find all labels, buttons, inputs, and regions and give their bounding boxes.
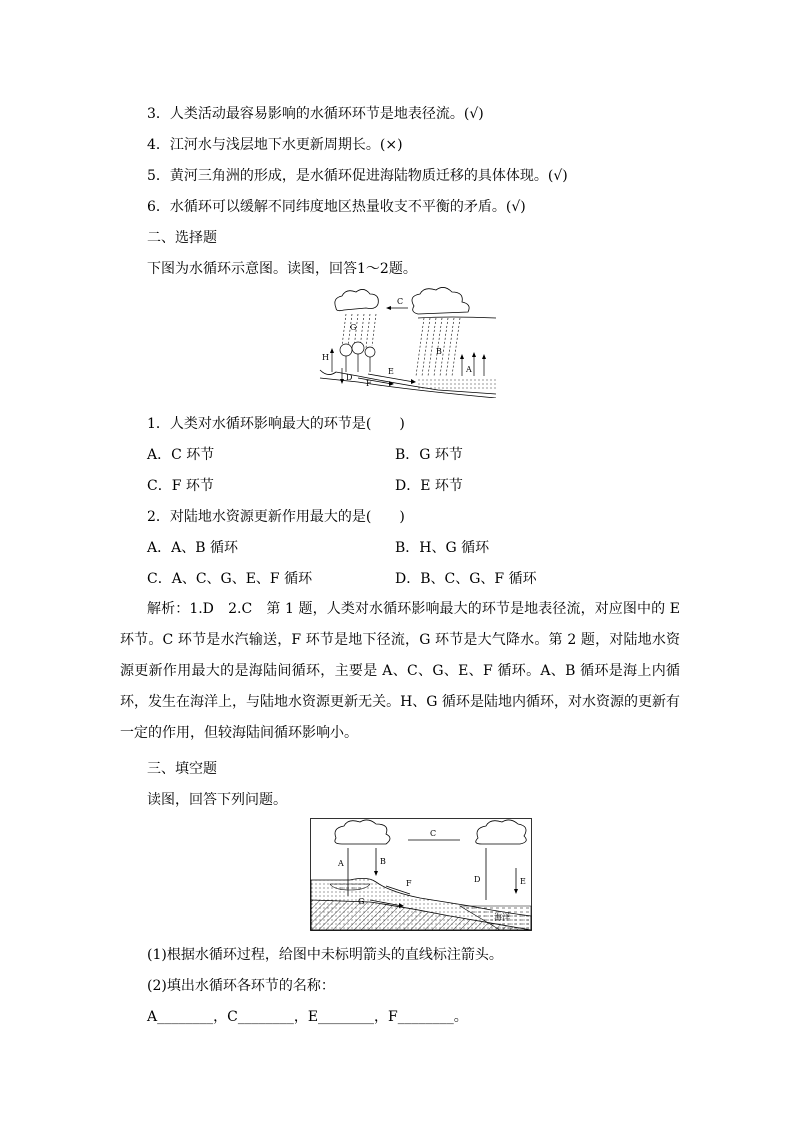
- fig1-label-f: F: [366, 379, 372, 388]
- q2-option-c: C．A、C、G、E、F 循环: [147, 571, 313, 587]
- fill-question-2: (2)填出水循环各环节的名称：: [147, 978, 335, 994]
- q1-option-b: B．G 环节: [395, 447, 463, 463]
- fig2-label-b: B: [380, 857, 386, 866]
- water-cycle-diagram-2: [310, 818, 532, 931]
- judge-item-6: 6．水循环可以缓解不同纬度地区热量收支不平衡的矛盾。(√): [147, 199, 526, 215]
- q2-option-b: B．H、G 循环: [395, 540, 490, 556]
- fig1-label-a: A: [466, 365, 472, 374]
- intro-text-fill: 读图，回答下列问题。: [147, 792, 287, 808]
- fig2-label-g: G: [358, 897, 365, 906]
- q1-option-a: A．C 环节: [147, 447, 215, 463]
- fig1-label-b: B: [436, 347, 442, 356]
- fig1-label-c: C: [397, 297, 404, 306]
- fig2-label-ocean: 海洋: [494, 913, 510, 922]
- fig2-label-a: A: [338, 859, 344, 868]
- judge-item-5: 5．黄河三角洲的形成，是水循环促进海陆物质迁移的具体体现。(√): [147, 168, 568, 184]
- q2-option-a: A．A、B 循环: [147, 540, 238, 556]
- fig1-label-e: E: [388, 367, 394, 376]
- fill-question-1: (1)根据水循环过程，给图中未标明箭头的直线标注箭头。: [147, 947, 503, 963]
- q1-option-c: C．F 环节: [147, 478, 214, 494]
- fig2-label-c: C: [430, 829, 437, 838]
- fig1-label-g: G: [350, 323, 357, 332]
- fig1-label-h: H: [322, 353, 329, 362]
- q2-option-d: D．B、C、G、F 循环: [395, 571, 537, 587]
- analysis-paragraph: 解析：1.D 2.C 第 1 题，人类对水循环影响最大的环节是地表径流，对应图中的 E 环节。C 环节是水汽输送，F 环节是地下径流，G 环节是大气降水。第 2 题，对陆地水资源更新作用最大的是海陆间循环，主要是 A、C、G、E、F 循环。A、B 循环是海上内循环，发生在海洋上，与陆地水资源更新无关。H、G 循环是陆地内循环，对水资源的更新有一定的作用，但较海陆间循环影响小。: [120, 601, 680, 741]
- question-2-stem: 2．对陆地水资源更新作用最大的是( ): [147, 509, 405, 525]
- section-heading-choice: 二、选择题: [147, 230, 217, 246]
- fig2-label-f: F: [406, 879, 412, 888]
- fill-answer-line: A________，C________，E________，F________。: [147, 1009, 468, 1025]
- q1-option-d: D．E 环节: [395, 478, 463, 494]
- judge-item-3: 3．人类活动最容易影响的水循环环节是地表径流。(√): [147, 106, 484, 122]
- water-cycle-diagram-1: [318, 286, 498, 398]
- intro-text-choice: 下图为水循环示意图。读图，回答1～2题。: [147, 261, 417, 277]
- fig1-label-d: D: [346, 373, 353, 382]
- fig2-label-e: E: [520, 877, 526, 886]
- fig2-label-d: D: [474, 875, 481, 884]
- judge-item-4: 4．江河水与浅层地下水更新周期长。(×): [147, 137, 403, 153]
- question-1-stem: 1．人类对水循环影响最大的环节是( ): [147, 416, 405, 432]
- section-heading-fill: 三、填空题: [147, 761, 217, 777]
